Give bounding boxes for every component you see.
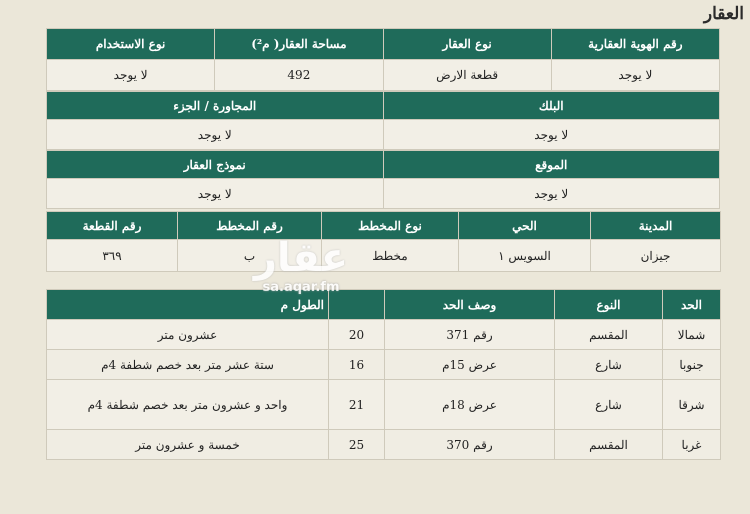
value-plan-type: مخطط [322,240,459,272]
value-neighbourhood: لا يوجد [47,120,384,150]
value-district: السويس ١ [459,240,591,272]
header-location: الموقع [383,151,720,179]
border-direction: شمالا [663,320,721,350]
property-info-table [46,28,720,91]
value-usage-type: لا يوجد [47,60,215,91]
border-length-text: عشرون متر [47,320,329,350]
border-direction: غربا [663,430,721,460]
value-property-type: قطعة الارض [383,60,551,91]
page-title: العقار [703,4,744,24]
borders-table [46,289,721,460]
header-property-area: مساحة العقار( م²) [215,29,383,60]
border-type: المقسم [555,430,663,460]
header-length: الطول م [47,290,329,320]
border-length-number: 21 [329,380,385,430]
header-property-type: نوع العقار [383,29,551,60]
table-row [47,430,721,460]
table-row [47,380,721,430]
border-description: عرض 18م [385,380,555,430]
border-direction: شرقا [663,380,721,430]
border-length-number: 20 [329,320,385,350]
value-property-area: 492 [215,60,383,91]
location-table [46,150,720,209]
header-usage-type: نوع الاستخدام [47,29,215,60]
value-property-model: لا يوجد [47,179,384,209]
border-direction: جنوبا [663,350,721,380]
border-type: شارع [555,350,663,380]
header-district: الحي [459,212,591,240]
border-length-text: خمسة و عشرون متر [47,430,329,460]
border-length-text: واحد و عشرون متر بعد خصم شطفة 4م [47,380,329,430]
value-block: لا يوجد [383,120,720,150]
table-row [47,320,721,350]
header-property-model: نموذج العقار [47,151,384,179]
watermark-url: sa.aqar.fm [262,280,340,295]
value-plan-number: ب [178,240,322,272]
border-type: المقسم [555,320,663,350]
border-length-text: ستة عشر متر بعد خصم شطفة 4م [47,350,329,380]
plan-table [46,211,721,272]
value-city: جيزان [591,240,721,272]
header-border: الحد [663,290,721,320]
table-row [47,350,721,380]
header-border-type: النوع [555,290,663,320]
border-description: عرض 15م [385,350,555,380]
header-plan-number: رقم المخطط [178,212,322,240]
header-property-id: رقم الهوية العقارية [551,29,719,60]
border-length-number: 16 [329,350,385,380]
header-city: المدينة [591,212,721,240]
value-parcel-number: ٣٦٩ [47,240,178,272]
header-block: البلك [383,92,720,120]
value-location: لا يوجد [383,179,720,209]
header-parcel-number: رقم القطعة [47,212,178,240]
border-description: رقم 370 [385,430,555,460]
watermark-logo: عقار [253,235,349,281]
border-type: شارع [555,380,663,430]
value-property-id: لا يوجد [551,60,719,91]
block-table [46,91,720,150]
border-length-number: 25 [329,430,385,460]
border-description: رقم 371 [385,320,555,350]
header-neighbourhood: المجاورة / الجزء [47,92,384,120]
header-border-description: وصف الحد [385,290,555,320]
header-plan-type: نوع المخطط [322,212,459,240]
header-length-number [329,290,385,320]
